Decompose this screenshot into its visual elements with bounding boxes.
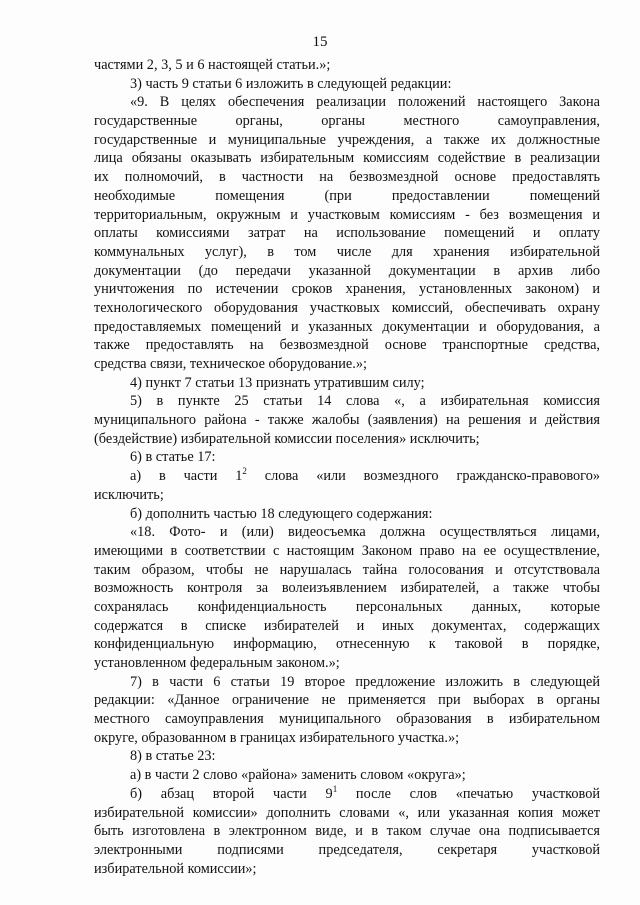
text-line: конфиденциальную информацию, отнесенную к таковой в порядке, [94,636,600,653]
text-line: б) дополнить частью 18 следующего содержания: [130,505,433,522]
text-line: таким образом, чтобы не нарушалась тайна голосования и отсутствовала [94,561,600,578]
text-line: коммунальных услуг), в том числе для хранения избирательной [94,243,600,260]
text-line: муниципального района - также жалобы (заявления) на решения и действия [94,412,600,429]
text-line: б) абзац второй части $9^1$ после слов «печатью участковой [130,784,600,802]
text-line: возможность контроля за волеизъявлением избирателей, а также чтобы [94,580,600,597]
text-line: территориальным, окружным и участковым комиссиям - без возмещения и [94,206,600,223]
text-line: 5) в пункте 25 статьи 14 слова «, а избирательная комиссия [130,393,600,410]
text-line: 4) пункт 7 статьи 13 признать утратившим силу; [130,374,425,391]
text-line: исключить; [94,486,164,503]
text-line: их полномочий, в частности на безвозмездной основе предоставлять [94,169,600,186]
text-line: местного самоуправления муниципального образования в избирательном [94,711,600,728]
text-line: 6) в статье 17: [130,449,216,466]
text-line: «9. В целях обеспечения реализации положений настоящего Закона [130,94,600,111]
text-line: частями 2, 3, 5 и 6 настоящей статьи.»; [94,57,331,73]
text-line: редакции: «Данное ограничение не применяется при выборах в органы [94,692,600,709]
text-line: также предоставлять на безвозмездной основе транспортные средства, [94,337,600,354]
text-line: а) в части $1^2$ слова «или возмездного гражданско-правового» [130,467,600,485]
text-line: документации (до передачи указанной документации в архив либо [94,262,600,279]
page-number: 15 [312,34,328,50]
text-line: электронными подписями председателя, секретаря участковой [94,841,600,858]
text-line: 7) в части 6 статьи 19 второе предложение изложить в следующей [130,673,600,690]
text-line: быть изготовлена в электронном виде, и в таком случае она подписывается [94,823,600,840]
text-line: избирательной комиссии» дополнить словами «, или указанная копия может [94,804,600,821]
text-line: избирательной комиссии»; [94,860,257,877]
text-line: 8) в статье 23: [130,748,216,765]
text-line: технологического оборудования участковых комиссий, обеспечивать охрану [94,299,600,316]
text-line: (бездействие) избирательной комиссии поселения» исключить; [94,430,480,447]
text-line: имеющими в соответствии с настоящим Законом право на ее осуществление, [94,542,600,559]
text-line: государственные и муниципальные учреждения, а также их должностные [94,131,600,148]
text-line: округе, образованном в границах избирательного участка.»; [94,729,460,746]
text-line: 3) часть 9 статьи 6 изложить в следующей редакции: [130,75,452,92]
text-line: «18. Фото- и (или) видеосъемка должна осуществляться лицами, [130,524,600,541]
text-line: необходимые помещения (при предоставлении помещений [94,187,600,204]
text-line: а) в части 2 слово «района» заменить словом «округа»; [130,767,466,784]
text-line: предоставляемых помещений и указанных документации и оборудования, а [94,318,600,335]
document-body [94,56,600,878]
text-line: оплаты комиссиями затрат на использование помещений и оплату [94,225,600,242]
text-line: уничтожения по истечении сроков хранения, установленных законом) и [94,281,600,298]
text-line: лица обязаны оказывать избирательным комиссиям содействие в реализации [94,150,600,167]
text-line: установленном федеральным законом.»; [94,655,340,671]
text-line: содержатся в списке избирателей и иных документах, содержащих [94,617,600,634]
text-line: средства связи, техническое оборудование.»; [94,356,367,372]
text-line: государственные органы, органы местного самоуправления, [94,113,600,130]
text-line: сохранялась конфиденциальность персональных данных, которые [94,598,600,615]
